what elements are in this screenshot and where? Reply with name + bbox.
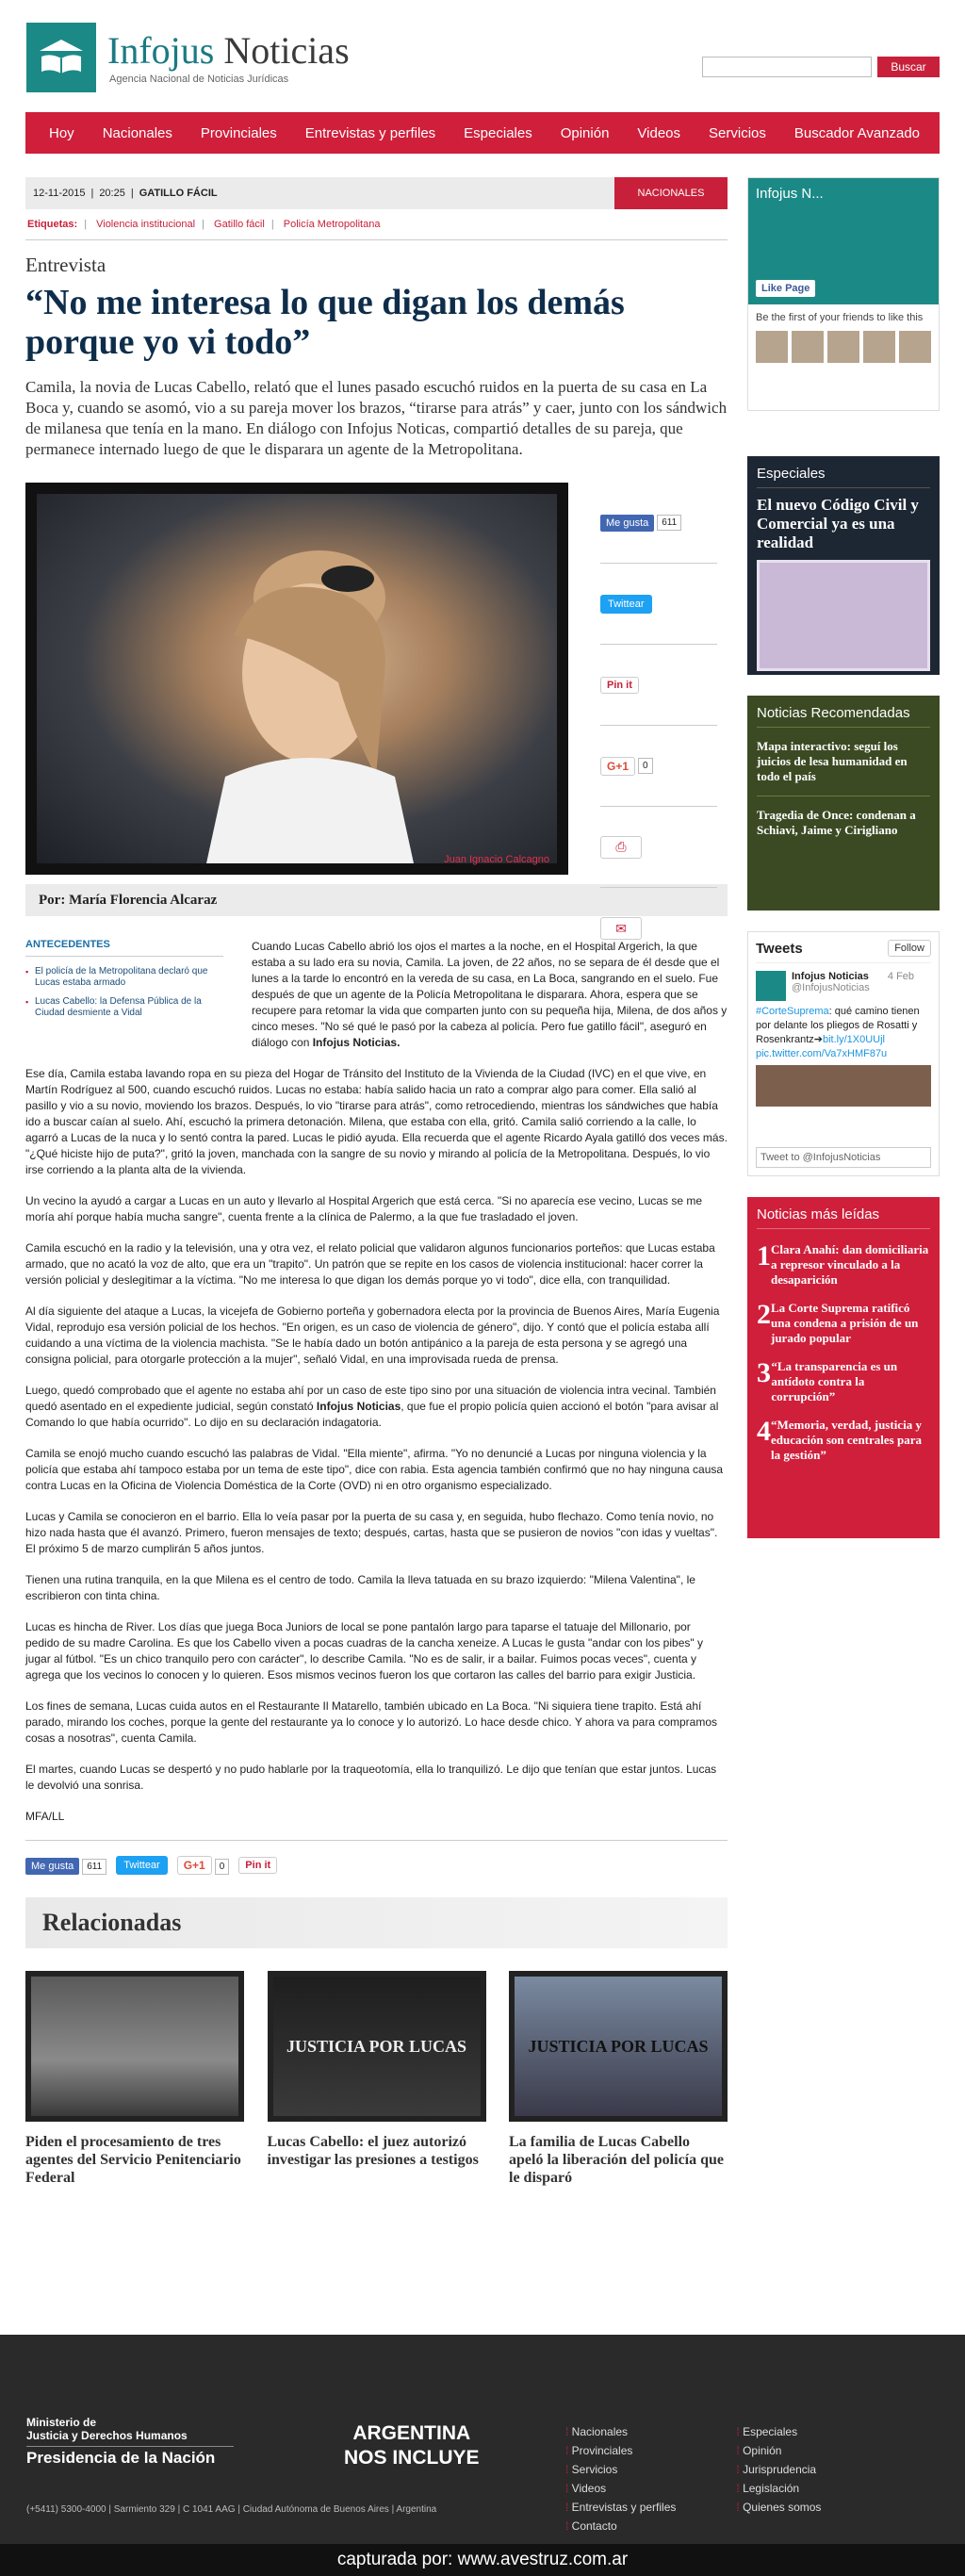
recomendada-link[interactable]: Tragedia de Once: condenan a Schiavi, Jaime y Cirigliano bbox=[757, 808, 916, 837]
related-card[interactable] bbox=[509, 1971, 728, 2187]
nav-videos[interactable]: Videos bbox=[637, 124, 681, 141]
bottom-share-bar bbox=[25, 1840, 728, 1875]
tweet-text: #CorteSuprema: qué camino tienen por delante los pliegos de Rosatti y Rosenkrantz➔bit.ly/1X0UUjl pic.twitter.com/Va7xHMF87u bbox=[756, 1006, 920, 1059]
recomendadas-label: Noticias Recomendadas bbox=[757, 705, 930, 728]
related-title: Relacionadas bbox=[25, 1897, 728, 1948]
related-headline[interactable]: Lucas Cabello: el juez autorizó investigar las presiones a testigos bbox=[267, 2134, 479, 2168]
paragraph: Camila escuchó en la radio y la televisión, una y otra vez, el relato policial que validaron algunos funcionarios porteños: que Lucas estaba armado, que no acató la voz de alto, que era un "trapito". Un patrón que se repite en los casos de violencia institucional: hacer correr la versión policial y deslegitimar a la víctima. "No me interesa lo que digan los demás porque yo vi todo", dice ella, con tranquilidad. bbox=[25, 1241, 715, 1287]
especiales-image[interactable] bbox=[757, 560, 930, 671]
print-icon[interactable]: ⎙ bbox=[600, 836, 642, 859]
portrait-image bbox=[37, 494, 557, 863]
footer-link[interactable]: ⁞ Contacto bbox=[565, 2519, 676, 2533]
tags: Etiquetas: | Violencia institucional | Gatillo fácil | Policía Metropolitana bbox=[27, 219, 381, 230]
antecedente-link[interactable]: ▪ Lucas Cabello: la Defensa Pública de la Ciudad desmiente a Vidal bbox=[25, 996, 223, 1019]
site-subtitle: Agencia Nacional de Noticias Jurídicas bbox=[109, 74, 289, 85]
especiales-label: Especiales bbox=[757, 466, 930, 488]
article bbox=[25, 177, 728, 2187]
article-signature: MFA/LL bbox=[25, 1810, 65, 1823]
article-time: 20:25 bbox=[99, 188, 125, 199]
footer-link[interactable]: ⁞ Legislación bbox=[736, 2482, 821, 2495]
tweet-image[interactable] bbox=[756, 1065, 931, 1107]
related-card[interactable] bbox=[25, 1971, 244, 2187]
fb-friends-text: Be the first of your friends to like this bbox=[756, 312, 924, 323]
related-card[interactable] bbox=[268, 1971, 486, 2187]
related-image[interactable]: JUSTICIA POR LUCAS bbox=[268, 1971, 486, 2122]
footer-link[interactable]: ⁞ Especiales bbox=[736, 2425, 821, 2438]
paragraph: Ese día, Camila estaba lavando ropa en su pieza del Hogar de Tránsito del Instituto de la Vivienda de la Ciudad (IVC) en el que vive, en Martín Rodríguez al 500, cuando escuchó ruidos. Lucas no estaba: había salido hacia un rato a comprar algo para comer. Ella salió al pasillo y vio a su novio, moviendo los brazos. Después, lo vio "tirarse para atrás", como retrocediendo, mientras los sándwiches que había ido a buscar caían al suelo. Ahí, escuchó la primera detonación. Milena, que estaba con ella, gritó. Camila salió corriendo a la calle, lo agarró a Lucas de la nuca y lo sentó contra la pared. Lucas le pidió ayuda. Ella recuerda que el agente Ricardo Ayala gatilló dos veces más. "¿Qué hiciste hijo de puta?", gritó la joven, manchada con la sangre de su novio y mirando al policía de la Metropolitana. Después, lo vio irse corriendo a la planta alta de la vivienda. bbox=[25, 1067, 728, 1176]
twitter-avatar[interactable] bbox=[756, 971, 786, 1001]
antecedentes-box bbox=[25, 939, 223, 1026]
nav-hoy[interactable]: Hoy bbox=[49, 124, 74, 141]
section-badge[interactable]: NACIONALES bbox=[614, 177, 728, 209]
fb-like-page-button[interactable]: Like Page bbox=[756, 280, 815, 297]
nav-opinion[interactable]: Opinión bbox=[560, 124, 610, 141]
fb-page-name[interactable]: Infojus N... bbox=[756, 186, 824, 202]
sidebar bbox=[747, 177, 940, 1538]
mas-leida-item[interactable]: 1 Clara Anahí: dan domiciliaria a represor vinculado a la desaparición bbox=[757, 1240, 929, 1287]
article-lead: Camila, la novia de Lucas Cabello, relató que el lunes pasado escuchó ruidos en la puerta de su casa en La Boca y, cuando se asomó, vio a su pareja mover los brazos, “tirarse para atrás” y caer, junto con los sándwich de milanesa que tenía en la mano. En diálogo con Infojus Noticas, compartió detalles de su pareja, que permanece internado luego de que le disparara un agente de la Metropolitana. bbox=[25, 378, 728, 458]
site-name: Infojus Noticias bbox=[107, 29, 350, 72]
mail-icon[interactable]: ✉ bbox=[600, 917, 642, 940]
paragraph: Un vecino la ayudó a cargar a Lucas en un auto y llevarlo al Hospital Argerich que está cerca. "Si no aparecía ese vecino, Lucas se me moría ahí porque había mucha sangre", cuenta frente a la clínica de Palermo, a la que fue trasladado el joven. bbox=[25, 1194, 703, 1223]
paragraph: Al día siguiente del ataque a Lucas, la vicejefa de Gobierno porteña y gobernadora electa por la provincia de Buenos Aires, María Eugenia Vidal, reprodujo esa versión policial de los hechos. "En origen, es un caso de violencia de género", dijo. Y contó que el policía estaba allí cuidando a una víctima de la violencia machista. "Se le había dado un botón antipánico a la pareja de esta persona y se agregó una consigna policial, para otorgarle protección a la mujer", señaló Vidal, en una improvisada rueda de prensa. bbox=[25, 1304, 720, 1366]
paragraph: Lucas y Camila se conocieron en el barrio. Ella lo veía pasar por la puerta de su casa y, en seguida, hubo flechazo. Como tenía novio, no hizo nada hasta que él avanzó. Primero, fueron mensajes de texto; después, cartas, hasta que se pusieron de novios "con idas y vueltas". El próximo 5 de marzo cumplirán 5 años juntos. bbox=[25, 1510, 718, 1555]
article-headline: “No me interesa lo que digan los demás porque yo vi todo” bbox=[25, 283, 625, 362]
google-plus-button[interactable]: G+1 bbox=[177, 1856, 212, 1875]
avatar[interactable] bbox=[756, 331, 788, 363]
tag-link[interactable]: Violencia institucional bbox=[96, 219, 196, 230]
paragraph: Tienen una rutina tranquila, en la que Milena es el centro de todo. Camila la lleva tatuada en su brazo izquierdo: "Milena Valentina", le escribieron con tinta china. bbox=[25, 1573, 695, 1602]
paragraph: El martes, cuando Lucas se despertó y no pudo hablarle por la traqueotomía, ella lo tranquilizó. Le dijo que tenían que estar juntos. Lucas le devolvió una sonrisa. bbox=[25, 1763, 717, 1792]
footer-link[interactable]: ⁞ Quienes somos bbox=[736, 2501, 821, 2514]
tag-link[interactable]: Policía Metropolitana bbox=[283, 219, 381, 230]
nav-servicios[interactable]: Servicios bbox=[709, 124, 766, 141]
footer-link[interactable]: ⁞ Opinión bbox=[736, 2444, 821, 2457]
related-headline[interactable]: Piden el procesamiento de tres agentes del Servicio Penitenciario Federal bbox=[25, 2134, 241, 2186]
twitter-follow-button[interactable]: Follow bbox=[888, 940, 931, 957]
site-footer bbox=[0, 2335, 965, 2576]
article-kicker: Entrevista bbox=[25, 254, 106, 276]
g-count: 0 bbox=[215, 1859, 230, 1875]
facebook-like-button[interactable]: Me gusta bbox=[25, 1858, 79, 1875]
mas-leida-item[interactable]: 3 “La transparencia es un antídoto contra la corrupción” bbox=[757, 1357, 898, 1403]
avatar[interactable] bbox=[899, 331, 931, 363]
nav-buscador[interactable]: Buscador Avanzado bbox=[793, 124, 921, 141]
share-bar bbox=[600, 483, 717, 969]
paragraph: Los fines de semana, Lucas cuida autos en el Restaurante Il Matarello, también ubicado en La Boca. "Ni siquiera tiene trapito. Está ahí parado, mirando los coches, porque la gente del restaurante ya lo conoce y lo autorizó. Lo hace desde chico. Y ahora va para compramos cosas a nosotras", cuenta Camila. bbox=[25, 1699, 718, 1745]
article-meta: 12-11-2015 | 20:25 | GATILLO FÁCIL NACIONALES bbox=[25, 177, 728, 209]
especiales-headline[interactable]: El nuevo Código Civil y Comercial ya es una realidad bbox=[757, 496, 919, 551]
tweet-button[interactable]: Twittear bbox=[116, 1856, 168, 1875]
tweet-to-input[interactable]: Tweet to @InfojusNoticias bbox=[756, 1147, 931, 1168]
pinterest-button[interactable]: Pin it bbox=[600, 677, 639, 694]
site-logo[interactable] bbox=[26, 23, 350, 92]
byline: Por: María Florencia Alcaraz bbox=[25, 884, 728, 916]
article-date: 12-11-2015 bbox=[33, 188, 86, 199]
avatar[interactable] bbox=[792, 331, 824, 363]
avatar[interactable] bbox=[827, 331, 859, 363]
divider bbox=[25, 239, 728, 240]
main-nav bbox=[25, 112, 940, 154]
article-topic[interactable]: GATILLO FÁCIL bbox=[139, 188, 218, 199]
mas-leida-item[interactable]: 4 “Memoria, verdad, justicia y educación son centrales para la gestión” bbox=[757, 1416, 922, 1462]
fb-friend-avatars bbox=[748, 331, 939, 363]
facebook-cover[interactable] bbox=[748, 178, 939, 304]
article-body bbox=[25, 939, 728, 1825]
nav-nacionales[interactable]: Nacionales bbox=[102, 124, 172, 141]
pinterest-button[interactable]: Pin it bbox=[238, 1857, 277, 1874]
g-count: 0 bbox=[638, 758, 653, 774]
tweet-button[interactable]: Twittear bbox=[600, 595, 652, 614]
like-count: 611 bbox=[657, 515, 681, 531]
tag-link[interactable]: Gatillo fácil bbox=[214, 219, 265, 230]
mas-leida-item[interactable]: 2 La Corte Suprema ratificó una condena a prisión de un jurado popular bbox=[757, 1299, 919, 1345]
google-plus-button[interactable]: G+1 bbox=[600, 757, 635, 776]
tweets-label: Tweets bbox=[756, 940, 803, 957]
footer-link[interactable]: ⁞ Servicios bbox=[565, 2463, 676, 2476]
argentina-logo: ARGENTINA NOS INCLUYE bbox=[344, 2422, 480, 2469]
nav-especiales[interactable]: Especiales bbox=[464, 124, 532, 141]
related-image[interactable] bbox=[25, 1971, 244, 2122]
paragraph: Luego, quedó comprobado que el agente no estaba ahí por un caso de este tipo sino por una situación de violencia intra vecinal. También quedó asentado en el expediente judicial, según constató Infojus Noticias, que fue el propio policía quien accionó el botón "para avisar al Comando lo que había ocurrido". Lo dijo en su declaración indagatoria. bbox=[25, 1384, 719, 1429]
related-headline[interactable]: La familia de Lucas Cabello apeló la liberación del policía que le disparó bbox=[509, 2134, 725, 2186]
nav-provinciales[interactable]: Provinciales bbox=[200, 124, 277, 141]
especiales-box bbox=[747, 456, 940, 675]
book-logo-icon bbox=[26, 23, 96, 92]
footer-links bbox=[565, 2425, 821, 2538]
antecedentes-title: ANTECEDENTES bbox=[25, 939, 223, 957]
tw-date: 4 Feb bbox=[887, 971, 915, 982]
footer-link[interactable]: ⁞ Entrevistas y perfiles bbox=[565, 2501, 676, 2514]
avatar[interactable] bbox=[863, 331, 895, 363]
recomendada-link[interactable]: Mapa interactivo: seguí los juicios de lesa humanidad en todo el país bbox=[757, 739, 930, 796]
nav-entrevistas[interactable]: Entrevistas y perfiles bbox=[304, 124, 436, 141]
photo-credit: Juan Ignacio Calcagno bbox=[444, 854, 549, 865]
footer-link[interactable]: ⁞ Provinciales bbox=[565, 2444, 676, 2457]
footer-address: (+5411) 5300-4000 | Sarmiento 329 | C 1041 AAG | Ciudad Autónoma de Buenos Aires | Argentina bbox=[26, 2504, 437, 2515]
tw-handle[interactable]: @InfojusNoticias bbox=[792, 982, 870, 993]
like-count: 611 bbox=[82, 1859, 106, 1875]
search-form bbox=[702, 57, 940, 77]
paragraph: Camila se enojó mucho cuando escuchó las palabras de Vidal. "Ella miente", afirma. "Yo no denuncié a Lucas por ninguna violencia y la policía que estaba ahí tampoco estaba por un tema de este tipo", dice con rabia. Esta agencia también confirmó que no hay ninguna causa contra Lucas en la Oficina de Violencia Doméstica de la Corte (OVD) ni en otro organismo especializado. bbox=[25, 1447, 724, 1492]
facebook-page-widget bbox=[747, 177, 940, 411]
footer-link[interactable]: ⁞ Nacionales bbox=[565, 2425, 676, 2438]
site-header bbox=[0, 0, 965, 113]
facebook-like-button[interactable]: Me gusta bbox=[600, 515, 654, 532]
paragraph: Cuando Lucas Cabello abrió los ojos el martes a la noche, en el Hospital Argerich, la que estaba a su lado era su novia, Camila. La joven, de 22 años, no se separa de él desde que el lunes a la tarde lo encontró en la vereda de su casa, en La Boca, sangrando en el suelo. Fue después de que un agente de la Policía Metropolitana le disparara. Ahora, espera que se recupere para retomar la vida que comparten junto con su pequeña hija, Milena, de dos años y cinco meses. "No sé qué le pasó por la cabeza al policía. Pero fue gatillo fácil", aseguró en diálogo con Infojus Noticias. bbox=[252, 940, 728, 1049]
mas-leidas-box bbox=[747, 1197, 940, 1538]
tw-name[interactable]: Infojus Noticias bbox=[792, 971, 869, 982]
search-button[interactable]: Buscar bbox=[877, 57, 940, 77]
mas-leidas-label: Noticias más leídas bbox=[757, 1206, 930, 1229]
capture-watermark: capturada por: www.avestruz.com.ar bbox=[0, 2544, 965, 2576]
footer-link[interactable]: ⁞ Videos bbox=[565, 2482, 676, 2495]
ministerio-logo[interactable]: Ministerio de Justicia y Derechos Humanos Presidencia de la Nación bbox=[26, 2416, 234, 2468]
related-grid bbox=[25, 1971, 728, 2187]
footer-link[interactable]: ⁞ Jurisprudencia bbox=[736, 2463, 821, 2476]
related-image[interactable]: JUSTICIA POR LUCAS bbox=[509, 1971, 728, 2122]
recomendadas-box bbox=[747, 696, 940, 911]
antecedente-link[interactable]: ▪ El policía de la Metropolitana declaró que Lucas estaba armado bbox=[25, 966, 223, 989]
twitter-widget bbox=[747, 931, 940, 1176]
paragraph: Lucas es hincha de River. Los días que juega Boca Juniors de local se pone pantalón largo para taparse el tatuaje del Millonario, por pedido de su madre Carolina. Es que los Cabello viven a pocas cuadras de la cancha xeneize. A Lucas le gusta "andar con los pibes" y jugar al fútbol. "Es un chico tranquilo pero con carácter", lo describe Camila. "No es de salir, ir a bailar. Fuimos pocas veces", cuenta y agrega que los vecinos lo conocen y lo quieren. Esos mismos vecinos fueron los que cortaron las calles del barrio para exigir Justicia. bbox=[25, 1620, 703, 1682]
article-photo bbox=[25, 483, 568, 875]
search-input[interactable] bbox=[702, 57, 872, 77]
